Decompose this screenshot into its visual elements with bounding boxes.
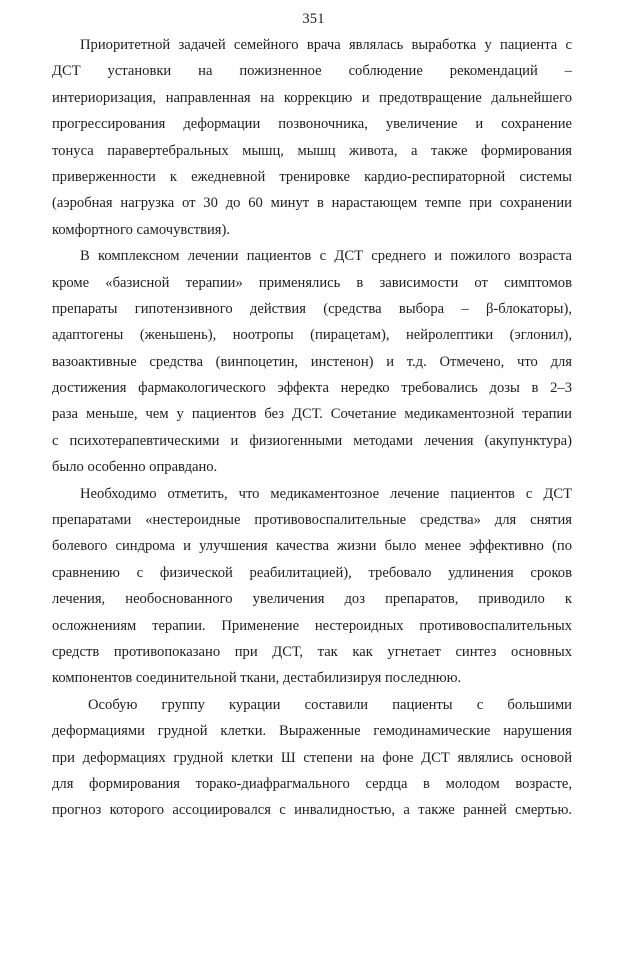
text-line: осложнениям терапии. Применение нестероидных противовоспалительных [52,617,572,634]
text-line: Приоритетной задачей семейного врача являлась выработка у пациента с [80,37,572,53]
text-line: прогрессирования деформации позвоночника, увеличение и сохранение [52,116,572,133]
text-line: В комплексном лечении пациентов с ДСТ среднего и пожилого возраста [80,248,572,265]
text-line: с психотерапевтическими и физиогенными методами лечения (акупунктура) [52,432,572,449]
text-line: сравнению с физической реабилитацией), требовало удлинения сроков [52,564,572,581]
text-line: приверженности к ежедневной тренировке кардио-респираторной системы [52,168,572,185]
text-line: лечения, необоснованного увеличения доз препаратов, приводило к [52,591,572,608]
text-line: вазоактивные средства (винпоцетин, инстенон) и т.д. Отмечено, что для [52,353,572,370]
text-line: для формирования торако-диафрагмального сердца в молодом возрасте, [52,775,572,792]
text-line: средств противопоказано при ДСТ, так как угнетает синтез основных [52,643,572,660]
text-line: адаптогены (женьшень), ноотропы (пирацетам), нейролептики (эглонил), [52,327,572,344]
paragraph-1 [52,32,572,243]
text-line: препаратами «нестероидные противовоспалительные средства» для снятия [52,512,572,529]
body-text [52,32,572,824]
text-line: болевого синдрома и улучшения качества жизни было менее эффективно (по [52,538,572,555]
text-line: ДСТ установки на пожизненное соблюдение рекомендаций – [52,63,572,80]
text-line: (аэробная нагрузка от 30 до 60 минут в нарастающем темпе при сохранении [52,195,572,212]
text-line: прогноз которого ассоциировался с инвалидностью, а также ранней смертью. [52,802,572,819]
text-line: раза меньше, чем у пациентов без ДСТ. Сочетание медикаментозной терапии [52,406,572,423]
text-line: Необходимо отметить, что медикаментозное лечение пациентов с ДСТ [80,485,572,502]
text-line: кроме «базисной терапии» применялись в зависимости от симптомов [52,274,572,291]
text-line: Особую группу курации составили пациенты с большими [88,696,572,713]
text-line: тонуса паравертебральных мышц, мышц живота, а также формирования [52,142,572,159]
paragraph-4 [52,692,572,824]
text-line: достижения фармакологического эффекта нередко требовались дозы в 2–3 [52,380,572,397]
text-line: компонентов соединительной ткани, дестабилизируя последнюю. [52,670,462,687]
text-line: было особенно оправдано. [52,459,218,476]
paragraph-2 [52,243,572,481]
text-line: препараты гипотензивного действия (средства выбора – β-блокаторы), [52,300,572,317]
text-line: деформациями грудной клетки. Выраженные гемодинамические нарушения [52,723,572,740]
text-line: интериоризация, направленная на коррекцию и предотвращение дальнейшего [52,89,572,106]
page-number: 351 [302,11,325,27]
text-line: комфортного самочувствия). [52,221,231,238]
paragraph-3 [52,481,572,692]
text-line: при деформациях грудной клетки Ш степени на фоне ДСТ являлись основой [52,749,572,766]
